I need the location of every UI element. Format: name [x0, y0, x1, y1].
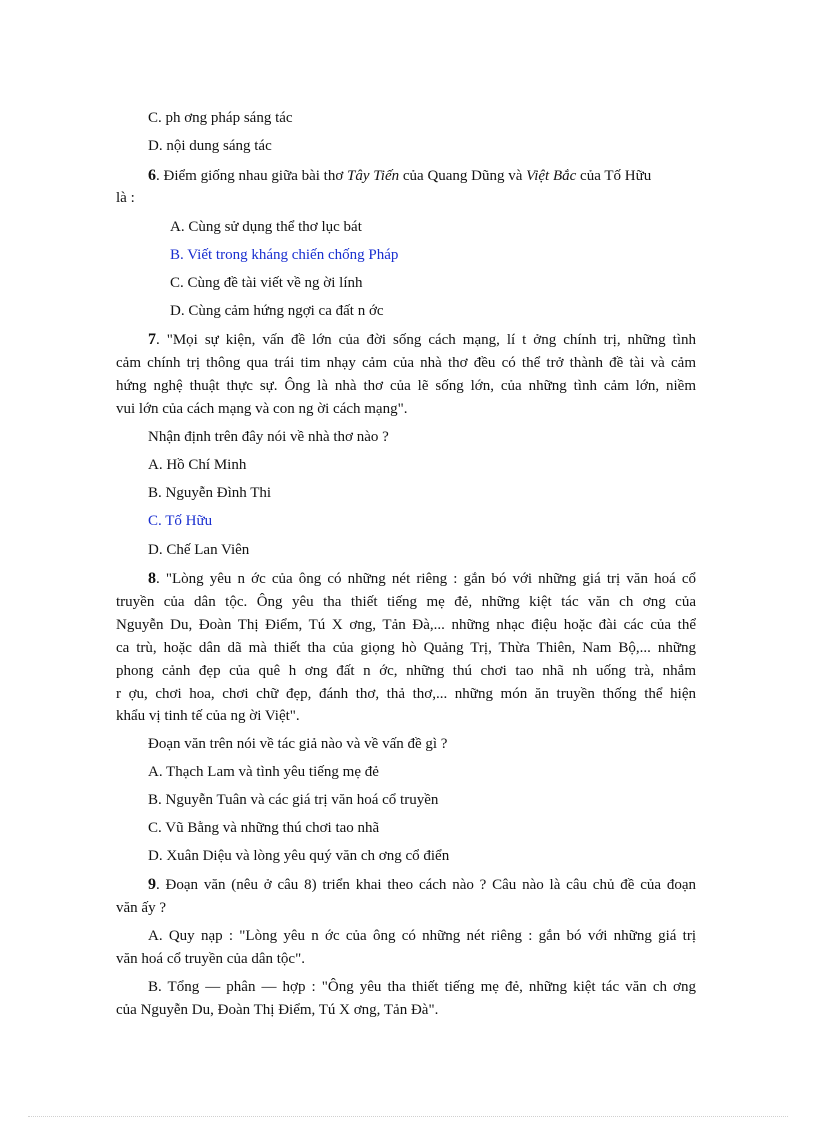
question-8-line-6: r ợu, chơi hoa, chơi chữ đẹp, đánh thơ, thả thơ,... những món ăn truyền thống thể hiện	[116, 686, 696, 702]
answer-option-a-line-1: A. Quy nạp : "Lòng yêu n ớc của ông có những nét riêng : gắn bó với những giá trị	[148, 928, 696, 944]
work-title: Việt Bắc	[526, 168, 577, 184]
question-8-line-5: phong cảnh đẹp của quê h ơng đất n ớc, những thú chơi tao nhã nh uống trà, nhắm	[116, 663, 696, 679]
answer-option-a-line-2: văn hoá cổ truyền của dân tộc".	[116, 951, 305, 967]
question-9-line-1: 9. Đoạn văn (nêu ở câu 8) triển khai theo cách nào ? Câu nào là câu chủ đề của đoạn	[148, 876, 696, 893]
question-number: 7	[148, 331, 156, 348]
question-8-line-4: ca trù, hoặc dân dã mà thiết tha của giọng hò Quảng Trị, Thừa Thiên, Nam Bộ,... những	[116, 640, 696, 656]
question-6-line-2: là :	[116, 190, 135, 206]
question-8-line-2: truyền của dân tộc. Ông yêu tha thiết tiếng mẹ đẻ, những kiệt tác văn ch ơng của	[116, 594, 696, 610]
answer-option-c: C. Cùng đề tài viết về ng ời lính	[170, 275, 363, 291]
answer-option-d: D. Cùng cảm hứng ngợi ca đất n ớc	[170, 303, 384, 319]
question-8-line-7: khẩu vị tinh tế của ng ời Việt".	[116, 708, 300, 724]
question-8-line-3: Nguyễn Du, Đoàn Thị Điểm, Tú X ơng, Tản Đà,... những nhạc điệu hoặc đài các của thể	[116, 617, 696, 633]
question-6-line-1: 6. Điểm giống nhau giữa bài thơ Tây Tiến của Quang Dũng và Việt Bắc của Tố Hữu	[148, 167, 652, 184]
option-line: D. nội dung sáng tác	[148, 138, 272, 154]
answer-option-b: B. Nguyễn Tuân và các giá trị văn hoá cổ truyền	[148, 792, 439, 808]
work-title: Tây Tiến	[347, 168, 400, 184]
option-line: C. ph ơng pháp sáng tác	[148, 110, 293, 126]
question-7-line-4: vui lớn của cách mạng và con ng ời cách mạng".	[116, 401, 408, 417]
question-7-line-1: 7. "Mọi sự kiện, vấn đề lớn của đời sống cách mạng, lí t ởng chính trị, những tình	[148, 331, 696, 348]
answer-option-a: A. Hồ Chí Minh	[148, 457, 247, 473]
answer-option-b-line-1: B. Tổng — phân — hợp : "Ông yêu tha thiết tiếng mẹ đẻ, những kiệt tác văn ch ơng	[148, 979, 696, 995]
answer-option-c: C. Vũ Bằng và những thú chơi tao nhã	[148, 820, 380, 836]
answer-option-a: A. Cùng sử dụng thể thơ lục bát	[170, 219, 362, 235]
page-bottom-divider	[28, 1116, 788, 1117]
answer-option-b: B. Nguyễn Đình Thi	[148, 485, 272, 501]
question-number: 9	[148, 876, 156, 893]
question-9-line-2: văn ấy ?	[116, 900, 166, 916]
question-8-line-1: 8. "Lòng yêu n ớc của ông có những nét riêng : gắn bó với những giá trị văn hoá cổ	[148, 570, 696, 587]
question-7-line-2: cảm chính trị thông qua trái tim nhạy cảm của nhà thơ đều có thể trở thành đề tài và cảm	[116, 355, 696, 371]
answer-option-a: A. Thạch Lam và tình yêu tiếng mẹ đẻ	[148, 764, 379, 780]
question-7-line-3: hứng nghệ thuật thực sự. Ông là nhà thơ của lẽ sống lớn, của những tình cảm lớn, niềm	[116, 378, 696, 394]
question-number: 8	[148, 570, 156, 587]
question-8-prompt: Đoạn văn trên nói về tác giả nào và về vấn đề gì ?	[148, 736, 448, 752]
answer-option-d: D. Chế Lan Viên	[148, 542, 250, 558]
answer-option-b-line-2: của Nguyễn Du, Đoàn Thị Điểm, Tú X ơng, Tản Đà".	[116, 1002, 439, 1018]
answer-option-d: D. Xuân Diệu và lòng yêu quý văn ch ơng cổ điển	[148, 848, 450, 864]
answer-option-c-correct: C. Tố Hữu	[148, 513, 213, 529]
question-7-prompt: Nhận định trên đây nói về nhà thơ nào ?	[148, 429, 389, 445]
question-number: 6	[148, 167, 156, 184]
answer-option-b-correct: B. Viết trong kháng chiến chống Pháp	[170, 247, 399, 263]
